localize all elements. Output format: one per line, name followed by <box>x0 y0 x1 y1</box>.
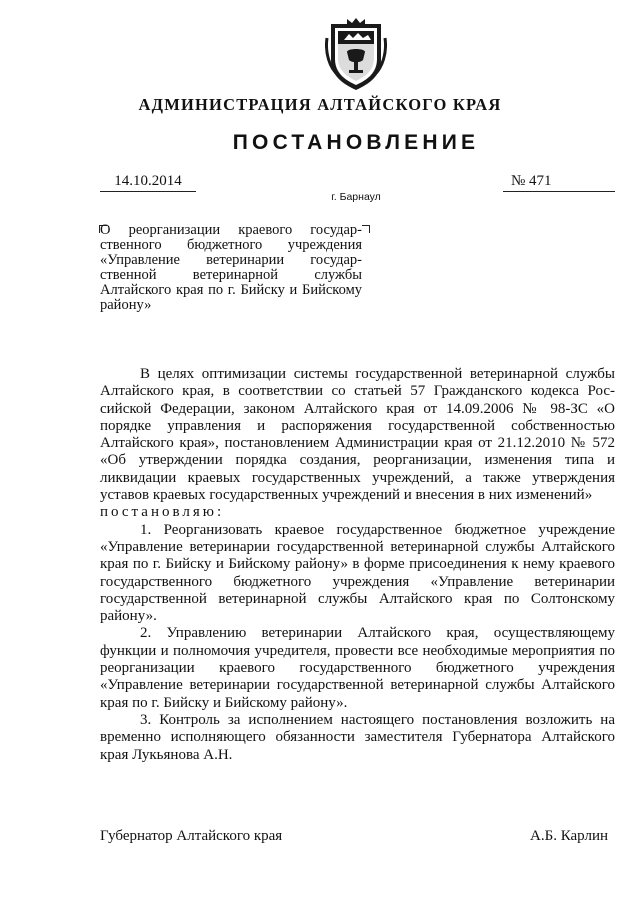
document-body <box>100 366 615 764</box>
document-date: 14.10.2014 <box>100 173 196 192</box>
signatory-name: А.Б. Карлин <box>530 828 609 844</box>
document-type-title: ПОСТАНОВЛЕНИЕ <box>232 131 480 154</box>
preamble-paragraph: В целях оптимизации системы государственной ветеринарной службы Алтайского края, в соответствии со статьей 57 Гражданского кодекса Российской Федерации, законом Алтайского края от 14.09.2006 № 98-ЗС «О порядке управления и распоряжения государственной собственностью Алтайского края», постановлением Администрации края от 21.12.2010 № 572 «Об утверждении порядка создания, реорганизации, изменения типа и ликвидации краевых государственных учреждений, а также утверждения уставов краевых государственных учреждений и внесения в них изменений» <box>100 366 615 504</box>
item-3-paragraph: 3. Контроль за исполнением настоящего постановления возложить на временно исполняющего обязанности заместителя Губернатора Алтайского края Лукьянова А.Н. <box>100 711 615 763</box>
coat-of-arms-emblem-icon <box>325 18 387 92</box>
document-city: г. Барнаул <box>331 191 381 203</box>
signatory-role: Губернатор Алтайского края <box>100 828 283 844</box>
document-number: № 471 <box>503 173 615 192</box>
subject-bracket-right <box>362 225 370 233</box>
document-subject: О реорганизации краевого государственного бюджетного учреждения «Управление ветеринарии государственной ветеринарной службы Алтайского края по г. Бийску и Бийскому району» <box>100 222 362 313</box>
item-1-paragraph: 1. Реорганизовать краевое государственное бюджетное учреждение «Управление ветеринарии государственной ветеринарной службы Алтайского края по г. Бийску и Бийскому району» в форме присоединения к нему краевого государственного бюджетного учреждения «Управление ветеринарии государственной ветеринарной службы Алтайского края по Солтонскому району». <box>100 521 615 625</box>
resolve-word: постановляю: <box>100 504 225 521</box>
item-2-paragraph: 2. Управлению ветеринарии Алтайского края, осуществляющему функции и полномочия учредителя, провести все необходимые мероприятия по реорганизации краевого государственного бюджетного учреждения «Управление ветеринарии государственной ветеринарной службы Алтайского края по г. Бийску и Бийскому району». <box>100 625 615 711</box>
organization-title: АДМИНИСТРАЦИЯ АЛТАЙСКОГО КРАЯ <box>138 95 502 114</box>
